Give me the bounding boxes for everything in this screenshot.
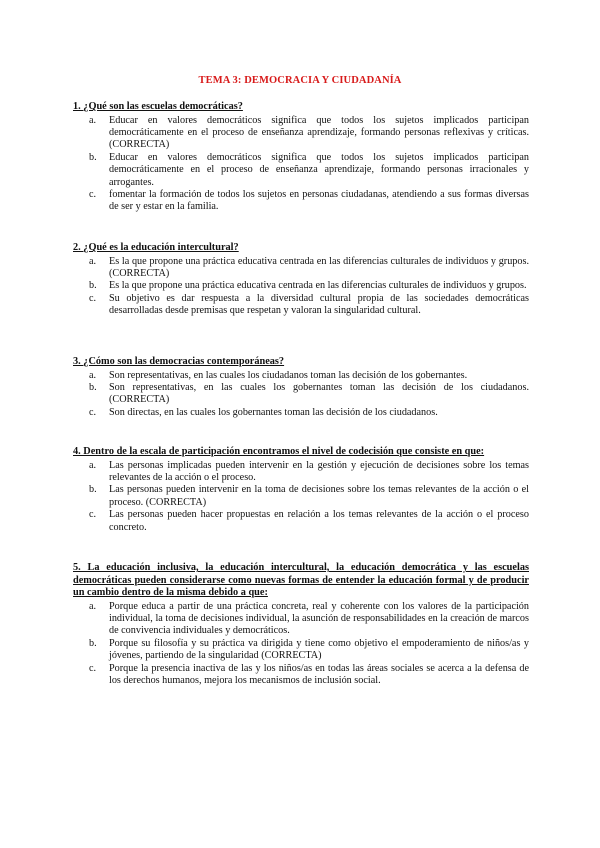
question-title: 1. ¿Qué son las escuelas democráticas?	[73, 101, 243, 112]
option-b: b. Las personas pueden intervenir en la toma de decisiones sobre los temas relevantes de la acción o el proceso. (CORRECTA)	[89, 484, 529, 508]
option-b: b. Son representativas, en las cuales los gobernantes toman las decisión de los ciudadanos. (CORRECTA)	[89, 381, 529, 406]
question-title: 4. Dentro de la escala de participación encontramos el nivel de codecisión que consiste en que:	[73, 446, 485, 457]
question-2	[73, 242, 529, 318]
option-a: a. Son representativas, en las cuales los ciudadanos toman las decisión de los gobernantes.	[89, 369, 468, 381]
option-a: a. Las personas implicadas pueden intervenir en la gestión y ejecución de decisiones sobre los temas relevantes de la acción o el proceso.	[89, 459, 529, 483]
question-3	[73, 356, 529, 419]
question-title: 5. La educación inclusiva, la educación intercultural, la educación democrática y las escuelas democráticas pueden considerarse como nuevas formas de entender la educación formal y de producir un cambio dentro de la misma debido a que:	[73, 562, 529, 598]
option-c: c. Porque la presencia inactiva de las y los niños/as en todas las áreas sociales se acerca a la defensa de los derechos humanos, mejora los mecanismos de inclusión social.	[89, 662, 529, 686]
question-1	[73, 101, 529, 214]
option-c: c. Su objetivo es dar respuesta a la diversidad cultural propia de las sociedades democráticas desarrolladas desde premisas que respetan y valoran la singularidad cultural.	[89, 292, 529, 317]
option-b: b. Es la que propone una práctica educativa centrada en las diferencias culturales de individuos y grupos.	[89, 280, 527, 292]
question-title: 3. ¿Cómo son las democracias contemporáneas?	[73, 356, 285, 367]
option-a: a. Educar en valores democráticos significa que todos los sujetos implicados participan democráticamente en el proceso de enseñanza aprendizaje, formando personas reflexivas y críticas. (CORRECTA)	[89, 114, 529, 151]
option-c: c. Las personas pueden hacer propuestas en relación a los temas relevantes de la acción o el proceso concreto.	[89, 509, 529, 533]
option-b: b. Porque su filosofía y su práctica va dirigida y tiene como objetivo el empoderamiento de niños/as y jóvenes, partiendo de la singularidad (CORRECTA)	[89, 637, 529, 662]
question-4	[73, 446, 529, 534]
option-b: b. Educar en valores democráticos significa que todos los sujetos implicados participan democráticamente en el proceso de enseñanza aprendizaje, formando personas irracionales y arrogantes.	[89, 151, 529, 188]
question-5	[73, 562, 529, 687]
option-a: a. Es la que propone una práctica educativa centrada en las diferencias culturales de individuos y grupos. (CORRECTA)	[89, 255, 529, 279]
question-title: 2. ¿Qué es la educación intercultural?	[73, 242, 239, 253]
option-c: c. Son directas, en las cuales los gobernantes toman las decisión de los ciudadanos.	[89, 406, 438, 418]
option-a: a. Porque educa a partir de una práctica concreta, real y coherente con los valores de la participación individual, la toma de decisiones individual, la asunción de responsabilidades en la creación de marcos de convivencia individuales y democráticos.	[89, 600, 529, 637]
option-c: c. fomentar la formación de todos los sujetos en personas ciudadanas, atendiendo a sus formas diversas de ser y estar en la familia.	[89, 188, 529, 213]
document-title: TEMA 3: DEMOCRACIA Y CIUDADANÍA	[198, 75, 402, 86]
